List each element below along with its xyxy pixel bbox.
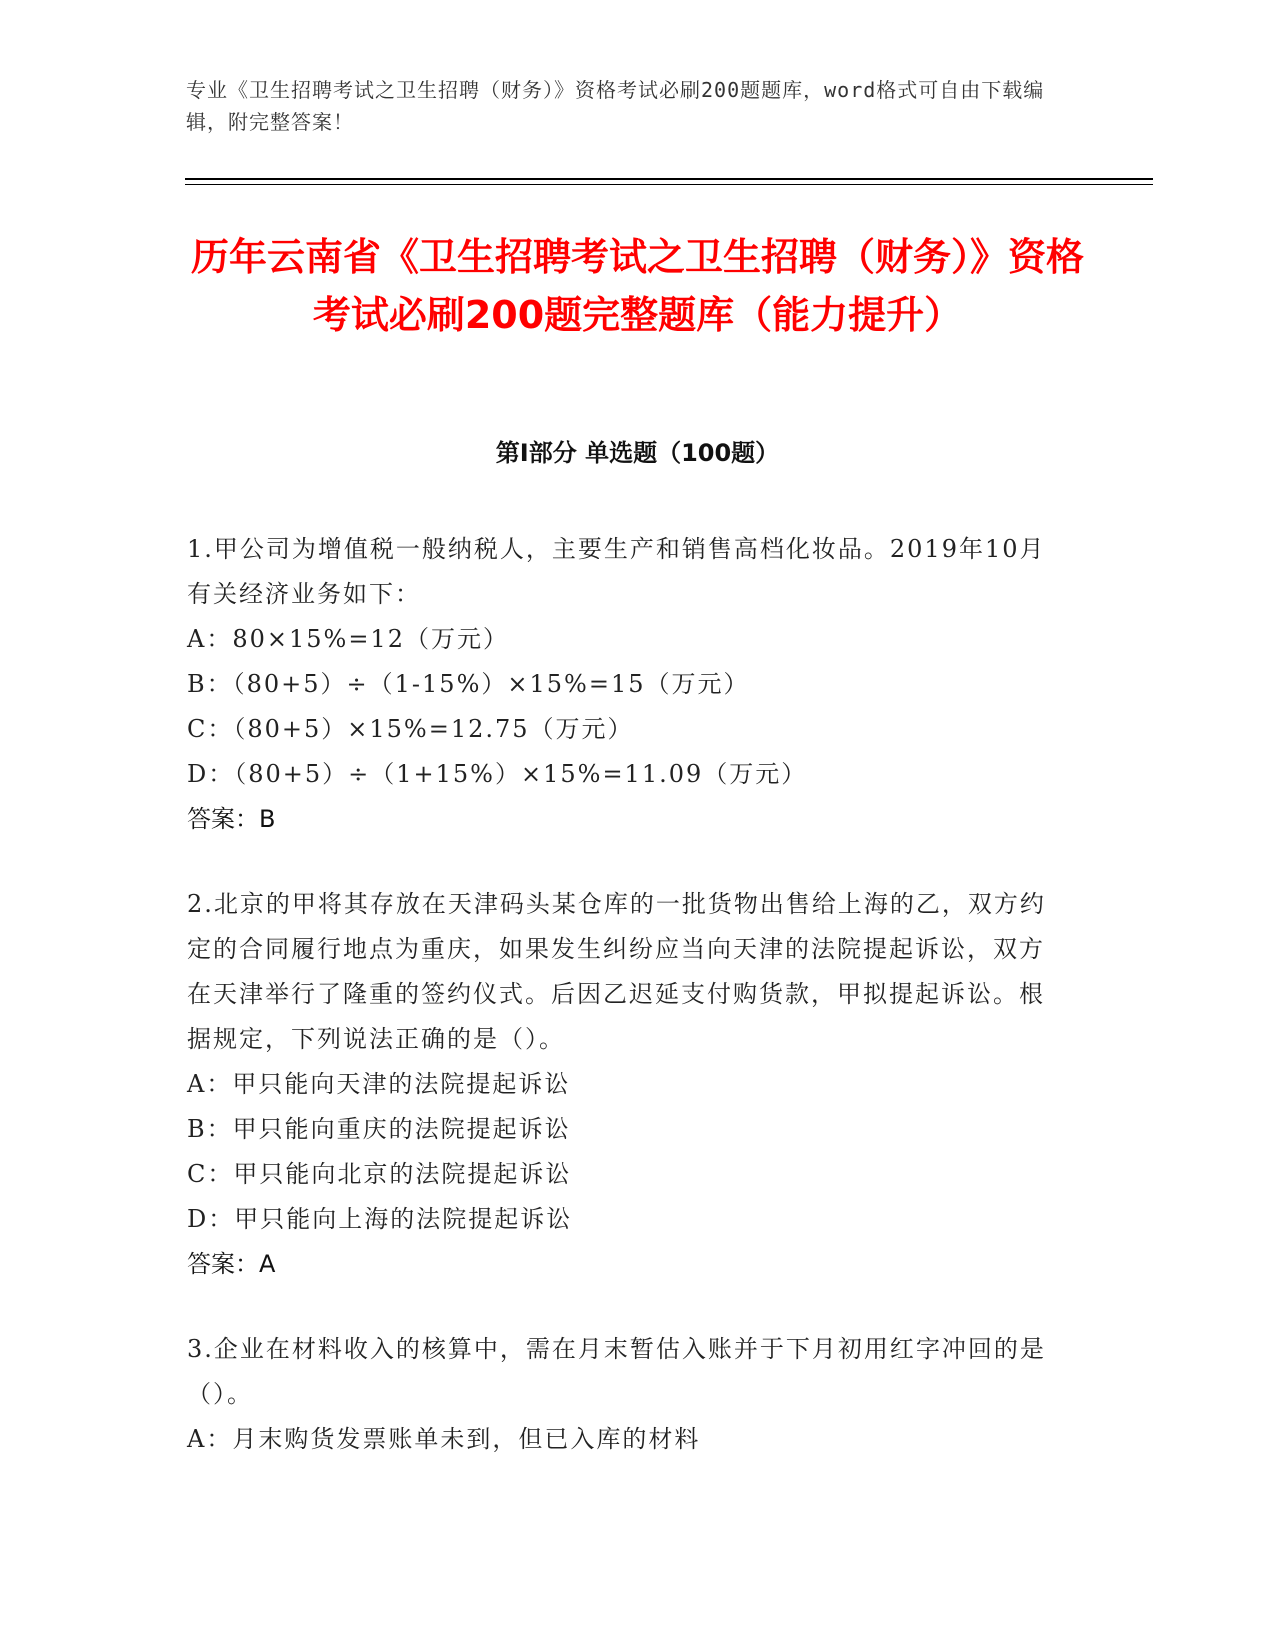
option-c: C：甲只能向北京的法院提起诉讼 xyxy=(187,1160,572,1188)
option-d: D：（80+5）÷（1+15%）×15%=11.09（万元） xyxy=(187,760,808,788)
option-b: B：甲只能向重庆的法院提起诉讼 xyxy=(187,1115,571,1143)
header-divider-thick xyxy=(185,178,1153,180)
answer: 答案：A xyxy=(187,1250,276,1278)
document-title: 历年云南省《卫生招聘考试之卫生招聘（财务）》资格考试必刷200题完整题库（能力提升） xyxy=(190,235,1084,337)
question-stem: 1.甲公司为增值税一般纳税人，主要生产和销售高档化妆品。2019年10月有关经济业务如下： xyxy=(187,535,1046,608)
option-d: D：甲只能向上海的法院提起诉讼 xyxy=(187,1205,573,1233)
option-c: C：（80+5）×15%=12.75（万元） xyxy=(187,715,634,743)
option-a: A：月末购货发票账单未到，但已入库的材料 xyxy=(187,1425,701,1453)
header-divider-thin xyxy=(185,184,1153,185)
option-a: A：80×15%=12（万元） xyxy=(187,625,509,653)
question-stem: 2.北京的甲将其存放在天津码头某仓库的一批货物出售给上海的乙，双方约定的合同履行地点为重庆，如果发生纠纷应当向天津的法院提起诉讼，双方在天津举行了隆重的签约仪式。后因乙迟延支付购货款，甲拟提起诉讼。根据规定，下列说法正确的是（）。 xyxy=(187,890,1046,1053)
option-b: B：（80+5）÷（1-15%）×15%=15（万元） xyxy=(187,670,750,698)
question-2 xyxy=(187,882,1067,1287)
question-stem: 3.企业在材料收入的核算中，需在月末暂估入账并于下月初用红字冲回的是（）。 xyxy=(187,1335,1046,1408)
question-3 xyxy=(187,1327,1067,1462)
option-a: A：甲只能向天津的法院提起诉讼 xyxy=(187,1070,571,1098)
section-heading: 第I部分 单选题（100题） xyxy=(495,439,780,467)
header-note: 专业《卫生招聘考试之卫生招聘（财务）》资格考试必刷200题题库，word格式可自由下载编辑，附完整答案！ xyxy=(186,78,1045,134)
answer: 答案：B xyxy=(187,805,276,833)
question-list xyxy=(187,527,1067,1502)
question-1 xyxy=(187,527,1067,842)
